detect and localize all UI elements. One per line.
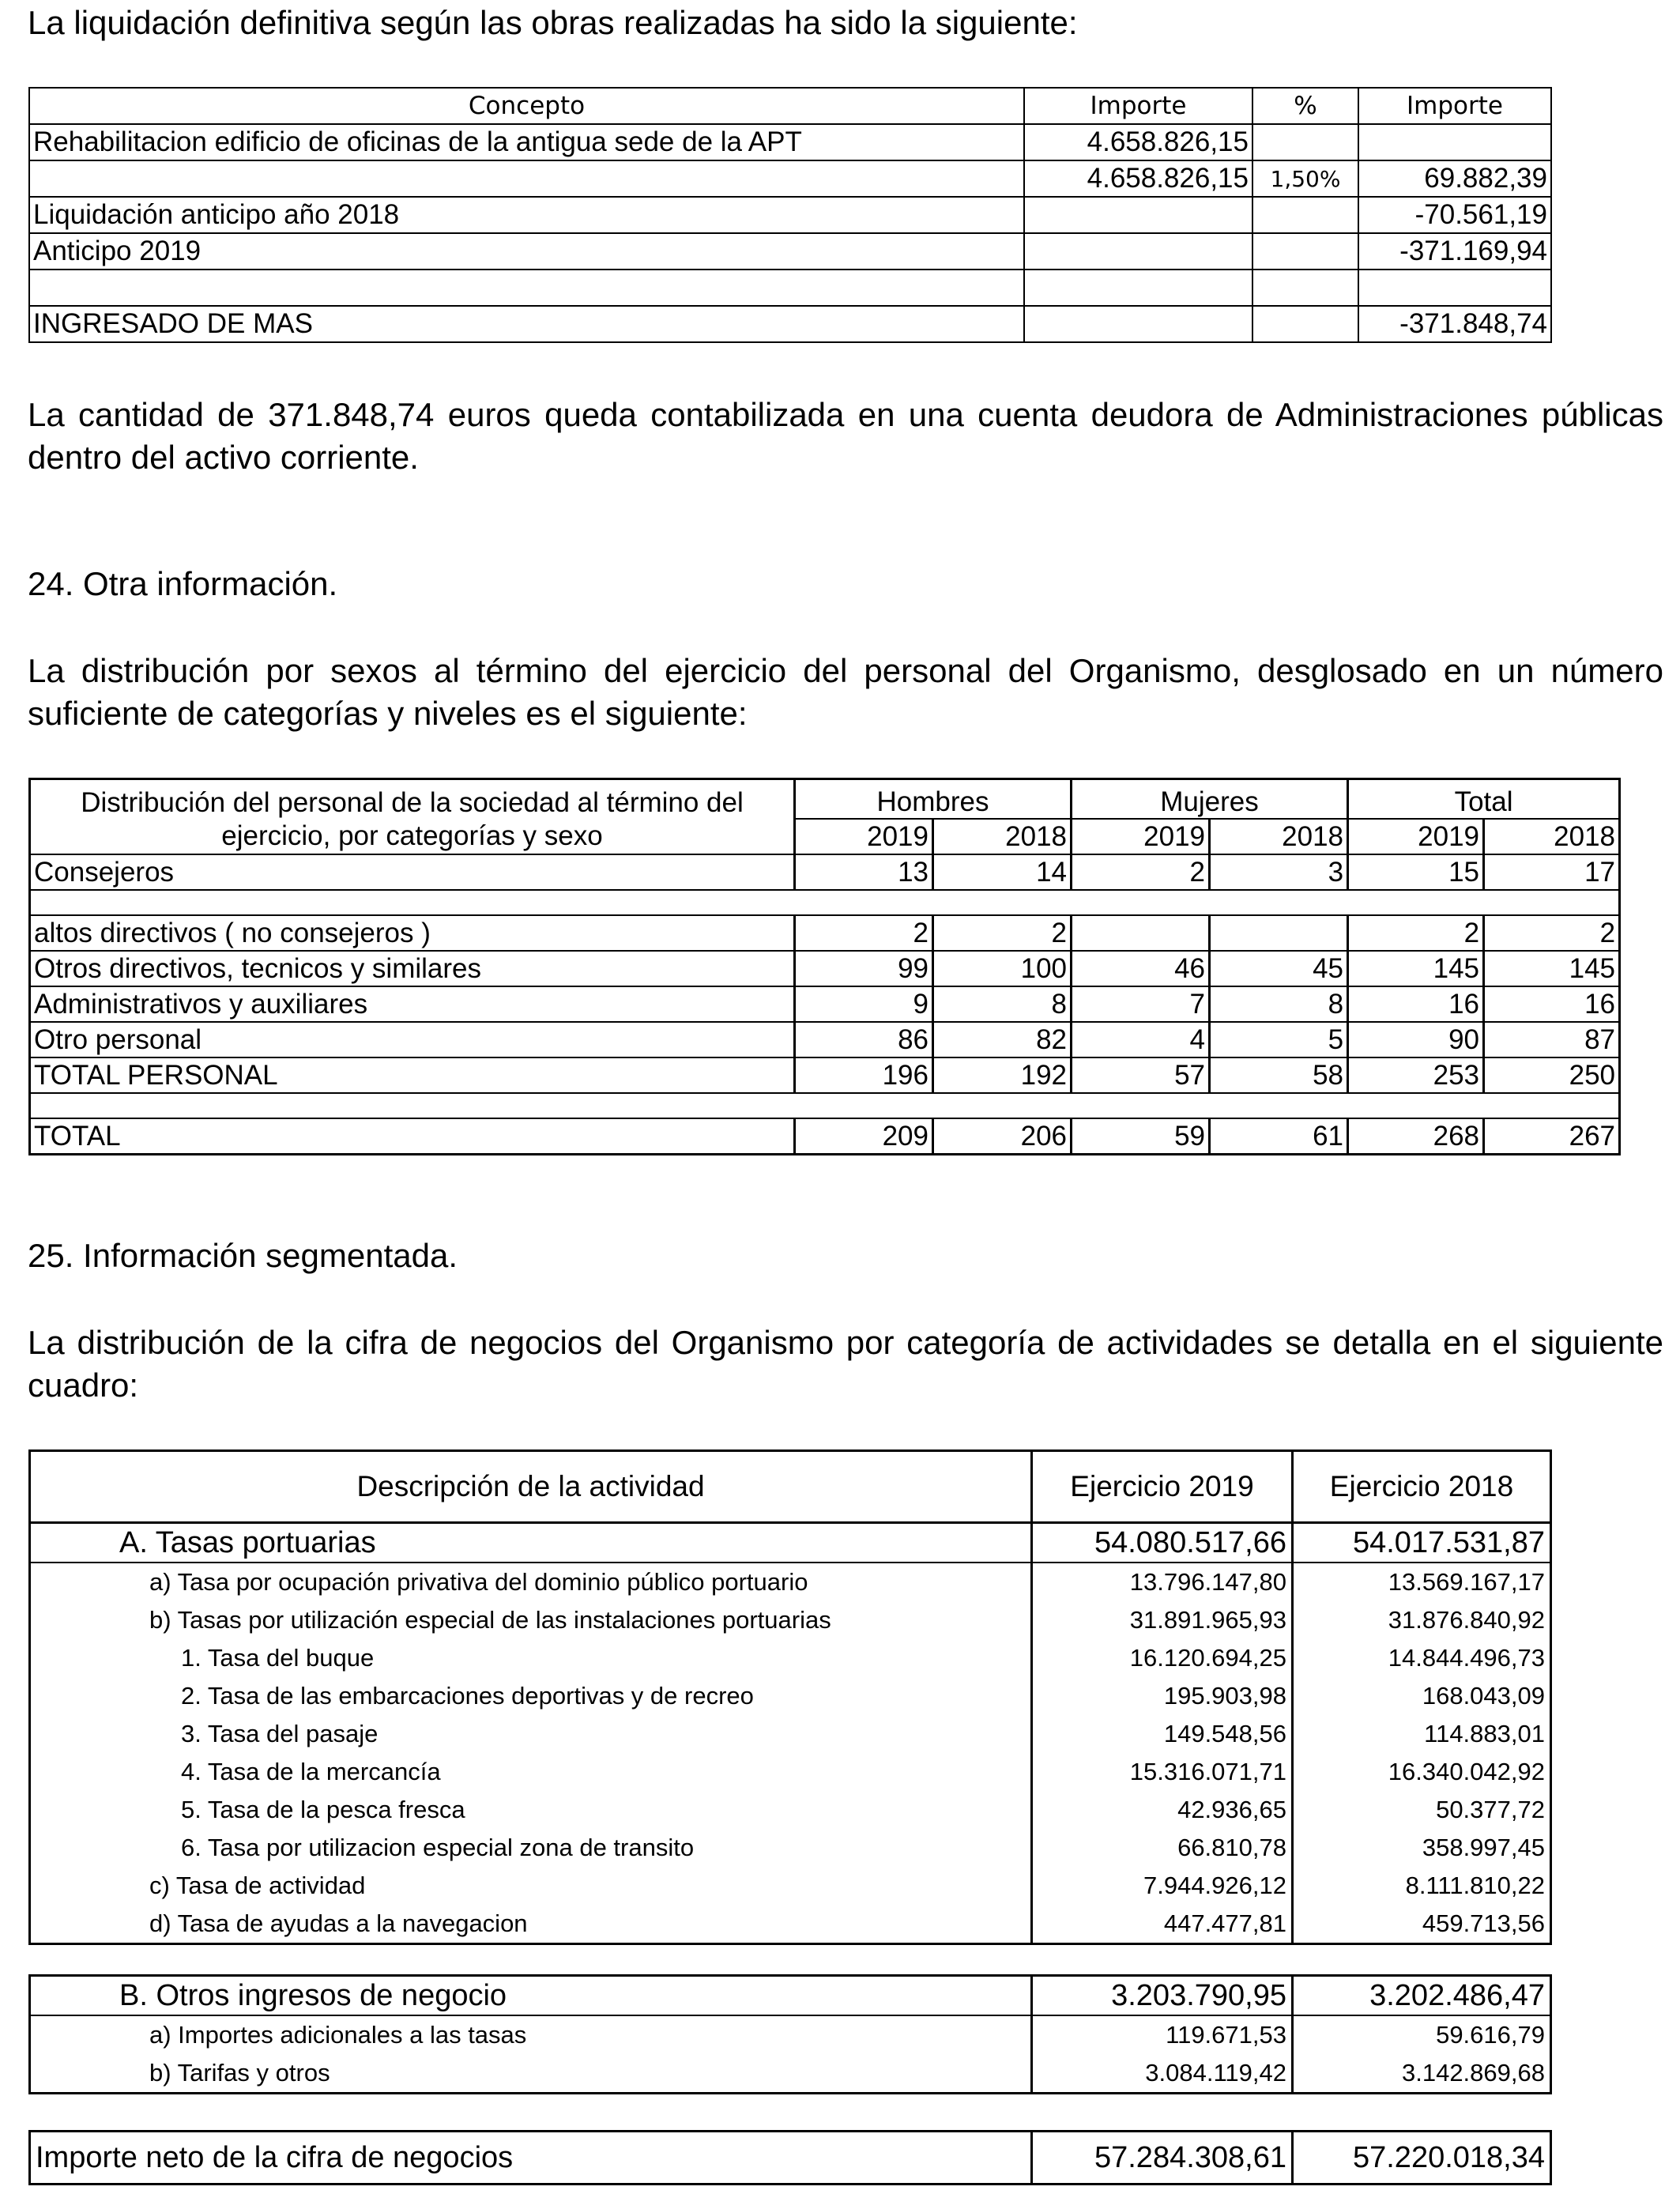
cell-importe-2: 69.882,39 bbox=[1358, 160, 1551, 197]
cell-descripcion: 1. Tasa del buque bbox=[30, 1639, 1032, 1677]
cell-2018: 14.844.496,73 bbox=[1293, 1639, 1551, 1677]
intro-text: La liquidación definitiva según las obras realizadas ha sido la siguiente: bbox=[28, 4, 1078, 41]
cell-importe bbox=[1024, 270, 1252, 306]
cell-percent bbox=[1252, 124, 1358, 160]
table-row bbox=[30, 1867, 1551, 1905]
cell-2018: 57.220.018,34 bbox=[1293, 2132, 1551, 2185]
cell-value: 99 bbox=[795, 951, 933, 986]
cell-descripcion: 3. Tasa del pasaje bbox=[30, 1715, 1032, 1753]
cell-2018: 50.377,72 bbox=[1293, 1791, 1551, 1829]
cell-value: 16 bbox=[1348, 986, 1484, 1022]
section-25-heading: 25. Información segmentada. bbox=[28, 1237, 458, 1274]
table-row bbox=[30, 1639, 1551, 1677]
cell-descripcion: 2. Tasa de las embarcaciones deportivas y de recreo bbox=[30, 1677, 1032, 1715]
cell-concepto bbox=[29, 160, 1024, 197]
cell-value: 192 bbox=[933, 1057, 1072, 1093]
cell-concepto bbox=[29, 270, 1024, 306]
cell-2018: 13.569.167,17 bbox=[1293, 1563, 1551, 1601]
cell-value: 145 bbox=[1348, 951, 1484, 986]
cell-value: 13 bbox=[795, 854, 933, 890]
cell-2018: 114.883,01 bbox=[1293, 1715, 1551, 1753]
cell-value: 2 bbox=[1072, 854, 1210, 890]
cell-value: 9 bbox=[795, 986, 933, 1022]
cell-descripcion: 6. Tasa por utilizacion especial zona de transito bbox=[30, 1829, 1032, 1867]
table-row bbox=[30, 854, 1620, 890]
cell-category: Otros directivos, tecnicos y similares bbox=[30, 951, 795, 986]
cell-2019: 447.477,81 bbox=[1032, 1905, 1293, 1944]
cell-2019: 15.316.071,71 bbox=[1032, 1753, 1293, 1791]
personal-table bbox=[28, 778, 1621, 1155]
cell-value: 14 bbox=[933, 854, 1072, 890]
cell-concepto: Anticipo 2019 bbox=[29, 233, 1024, 270]
cell-value: 17 bbox=[1484, 854, 1620, 890]
cell-2019: 195.903,98 bbox=[1032, 1677, 1293, 1715]
cell-value: 209 bbox=[795, 1118, 933, 1155]
cell-importe bbox=[1024, 233, 1252, 270]
cell-descripcion: 5. Tasa de la pesca fresca bbox=[30, 1791, 1032, 1829]
cell-value bbox=[1072, 915, 1210, 951]
cell-value: 268 bbox=[1348, 1118, 1484, 1155]
table-row bbox=[30, 1905, 1551, 1944]
table-row bbox=[30, 1829, 1551, 1867]
cell-descripcion: 4. Tasa de la mercancía bbox=[30, 1753, 1032, 1791]
header-year: 2019 bbox=[1072, 819, 1210, 854]
cell-2019: 3.084.119,42 bbox=[1032, 2054, 1293, 2094]
header-mujeres: Mujeres bbox=[1072, 779, 1348, 820]
cell-importe-2: -70.561,19 bbox=[1358, 197, 1551, 233]
cell-category: Administrativos y auxiliares bbox=[30, 986, 795, 1022]
cell-descripcion: a) Tasa por ocupación privativa del dominio público portuario bbox=[30, 1563, 1032, 1601]
cell-value: 250 bbox=[1484, 1057, 1620, 1093]
cell-value: 87 bbox=[1484, 1022, 1620, 1057]
cell-descripcion: d) Tasa de ayudas a la navegacion bbox=[30, 1905, 1032, 1944]
cell-importe-2: -371.169,94 bbox=[1358, 233, 1551, 270]
cell-percent bbox=[1252, 197, 1358, 233]
header-importe-2: Importe bbox=[1358, 88, 1551, 124]
header-year: 2018 bbox=[933, 819, 1072, 854]
distribucion-paragraph: La distribución por sexos al término del ejercicio del personal del Organismo, desglosado en un número suficiente de categorías y niveles es el siguiente: bbox=[28, 652, 1663, 732]
cell-2019: 54.080.517,66 bbox=[1032, 1523, 1293, 1563]
cell-value: 253 bbox=[1348, 1057, 1484, 1093]
header-hombres: Hombres bbox=[795, 779, 1072, 820]
cell-value: 86 bbox=[795, 1022, 933, 1057]
table-row-total bbox=[30, 2132, 1551, 2185]
header-descripcion: Descripción de la actividad bbox=[30, 1451, 1032, 1523]
cell-2019: 57.284.308,61 bbox=[1032, 2132, 1293, 2185]
cell-percent bbox=[1252, 270, 1358, 306]
cell-value: 2 bbox=[933, 915, 1072, 951]
cell-2018: 54.017.531,87 bbox=[1293, 1523, 1551, 1563]
cell-value: 90 bbox=[1348, 1022, 1484, 1057]
table-header-row bbox=[29, 88, 1551, 124]
cell-category: TOTAL bbox=[30, 1118, 795, 1155]
cell-2018: 168.043,09 bbox=[1293, 1677, 1551, 1715]
cell-importe-2 bbox=[1358, 124, 1551, 160]
cell-value: 16 bbox=[1484, 986, 1620, 1022]
table-row bbox=[29, 197, 1551, 233]
table-row bbox=[29, 306, 1551, 342]
cifra-paragraph: La distribución de la cifra de negocios del Organismo por categoría de actividades se detalla en el siguiente cuadro: bbox=[28, 1324, 1663, 1404]
cell-value: 8 bbox=[1210, 986, 1348, 1022]
cell-value: 8 bbox=[933, 986, 1072, 1022]
liquidacion-table bbox=[28, 87, 1552, 343]
cell-importe bbox=[1024, 306, 1252, 342]
header-year: 2019 bbox=[795, 819, 933, 854]
cell-2019: 31.891.965,93 bbox=[1032, 1601, 1293, 1639]
table-row bbox=[30, 1563, 1551, 1601]
negocios-table-tasas bbox=[28, 1449, 1552, 1945]
cell-value: 2 bbox=[1348, 915, 1484, 951]
header-importe: Importe bbox=[1024, 88, 1252, 124]
header-ejercicio-2018: Ejercicio 2018 bbox=[1293, 1451, 1551, 1523]
cell-2018: 358.997,45 bbox=[1293, 1829, 1551, 1867]
cell-value: 206 bbox=[933, 1118, 1072, 1155]
cantidad-paragraph: La cantidad de 371.848,74 euros queda contabilizada en una cuenta deudora de Administraciones públicas dentro del activo corriente. bbox=[28, 396, 1663, 476]
cell-value: 58 bbox=[1210, 1057, 1348, 1093]
spacer-row bbox=[30, 1093, 1620, 1118]
table-row bbox=[29, 233, 1551, 270]
cell-2018: 459.713,56 bbox=[1293, 1905, 1551, 1944]
table-row bbox=[30, 1022, 1620, 1057]
cell-value: 196 bbox=[795, 1057, 933, 1093]
header-year: 2018 bbox=[1484, 819, 1620, 854]
cell-value: 45 bbox=[1210, 951, 1348, 986]
cell-importe: 4.658.826,15 bbox=[1024, 160, 1252, 197]
cell-descripcion: b) Tasas por utilización especial de las instalaciones portuarias bbox=[30, 1601, 1032, 1639]
header-distribucion-line2: ejercicio, por categorías y sexo bbox=[30, 819, 795, 854]
cell-value: 59 bbox=[1072, 1118, 1210, 1155]
table-row bbox=[30, 1791, 1551, 1829]
cell-value: 57 bbox=[1072, 1057, 1210, 1093]
cell-value: 2 bbox=[1484, 915, 1620, 951]
spacer-row bbox=[30, 890, 1620, 915]
cell-value: 5 bbox=[1210, 1022, 1348, 1057]
table-row bbox=[29, 124, 1551, 160]
cell-value bbox=[1210, 915, 1348, 951]
cell-percent: 1,50% bbox=[1252, 160, 1358, 197]
section-24-heading: 24. Otra información. bbox=[28, 565, 338, 602]
table-row bbox=[30, 915, 1620, 951]
table-row bbox=[30, 986, 1620, 1022]
cell-value: 2 bbox=[795, 915, 933, 951]
cell-2018: 31.876.840,92 bbox=[1293, 1601, 1551, 1639]
cell-value: 15 bbox=[1348, 854, 1484, 890]
cell-descripcion: a) Importes adicionales a las tasas bbox=[30, 2015, 1032, 2054]
table-row bbox=[30, 1523, 1551, 1563]
cell-category: Otro personal bbox=[30, 1022, 795, 1057]
negocios-table-total bbox=[28, 2130, 1552, 2185]
table-row bbox=[30, 1601, 1551, 1639]
cell-concepto: Liquidación anticipo año 2018 bbox=[29, 197, 1024, 233]
header-distribucion: Distribución del personal de la sociedad al término del bbox=[30, 779, 795, 820]
table-header-row bbox=[30, 1451, 1551, 1523]
table-row bbox=[30, 1753, 1551, 1791]
cell-descripcion: A. Tasas portuarias bbox=[30, 1523, 1032, 1563]
cell-category: TOTAL PERSONAL bbox=[30, 1057, 795, 1093]
cell-value: 100 bbox=[933, 951, 1072, 986]
cell-percent bbox=[1252, 306, 1358, 342]
header-ejercicio-2019: Ejercicio 2019 bbox=[1032, 1451, 1293, 1523]
cell-descripcion: b) Tarifas y otros bbox=[30, 2054, 1032, 2094]
cell-value: 145 bbox=[1484, 951, 1620, 986]
cell-percent bbox=[1252, 233, 1358, 270]
cell-concepto: Rehabilitacion edificio de oficinas de la antigua sede de la APT bbox=[29, 124, 1024, 160]
table-row bbox=[29, 160, 1551, 197]
table-header-row bbox=[30, 819, 1620, 854]
header-concepto: Concepto bbox=[29, 88, 1024, 124]
cell-importe-2: -371.848,74 bbox=[1358, 306, 1551, 342]
cell-descripcion: Importe neto de la cifra de negocios bbox=[30, 2132, 1032, 2185]
table-row bbox=[30, 1677, 1551, 1715]
cell-2019: 119.671,53 bbox=[1032, 2015, 1293, 2054]
cell-concepto: INGRESADO DE MAS bbox=[29, 306, 1024, 342]
header-percent: % bbox=[1252, 88, 1358, 124]
cell-2018: 8.111.810,22 bbox=[1293, 1867, 1551, 1905]
cell-value: 267 bbox=[1484, 1118, 1620, 1155]
cell-category: Consejeros bbox=[30, 854, 795, 890]
header-total: Total bbox=[1348, 779, 1620, 820]
table-row bbox=[30, 951, 1620, 986]
cell-2018: 59.616,79 bbox=[1293, 2015, 1551, 2054]
cell-importe: 4.658.826,15 bbox=[1024, 124, 1252, 160]
cell-value: 4 bbox=[1072, 1022, 1210, 1057]
table-row bbox=[30, 1715, 1551, 1753]
cell-importe bbox=[1024, 197, 1252, 233]
cell-2019: 16.120.694,25 bbox=[1032, 1639, 1293, 1677]
table-row bbox=[30, 2054, 1551, 2094]
cell-2019: 66.810,78 bbox=[1032, 1829, 1293, 1867]
header-year: 2019 bbox=[1348, 819, 1484, 854]
cell-importe-2 bbox=[1358, 270, 1551, 306]
negocios-table-otros bbox=[28, 1974, 1552, 2094]
table-row bbox=[30, 2015, 1551, 2054]
cell-2019: 149.548,56 bbox=[1032, 1715, 1293, 1753]
cell-value: 61 bbox=[1210, 1118, 1348, 1155]
table-header-row bbox=[30, 779, 1620, 820]
cell-2019: 13.796.147,80 bbox=[1032, 1563, 1293, 1601]
cell-value: 3 bbox=[1210, 854, 1348, 890]
cell-category: altos directivos ( no consejeros ) bbox=[30, 915, 795, 951]
table-row bbox=[30, 1976, 1551, 2016]
cell-2019: 42.936,65 bbox=[1032, 1791, 1293, 1829]
cell-2018: 16.340.042,92 bbox=[1293, 1753, 1551, 1791]
table-row-total bbox=[30, 1118, 1620, 1155]
cell-value: 46 bbox=[1072, 951, 1210, 986]
cell-2018: 3.142.869,68 bbox=[1293, 2054, 1551, 2094]
cell-2018: 3.202.486,47 bbox=[1293, 1976, 1551, 2016]
cell-2019: 7.944.926,12 bbox=[1032, 1867, 1293, 1905]
cell-descripcion: B. Otros ingresos de negocio bbox=[30, 1976, 1032, 2016]
table-row bbox=[29, 270, 1551, 306]
table-row bbox=[30, 1057, 1620, 1093]
cell-value: 7 bbox=[1072, 986, 1210, 1022]
cell-2019: 3.203.790,95 bbox=[1032, 1976, 1293, 2016]
cell-descripcion: c) Tasa de actividad bbox=[30, 1867, 1032, 1905]
cell-value: 82 bbox=[933, 1022, 1072, 1057]
header-year: 2018 bbox=[1210, 819, 1348, 854]
